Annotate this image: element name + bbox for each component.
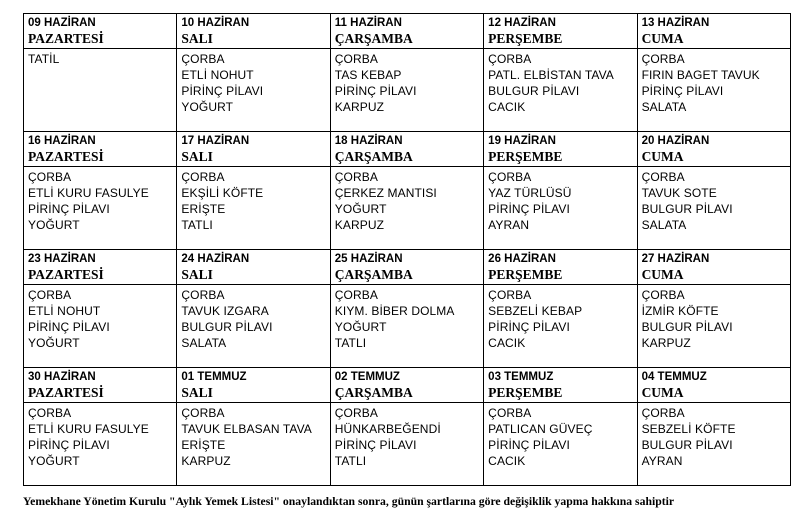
day-header-cell <box>24 368 177 403</box>
menu-item: PİRİNÇ PİLAVI <box>488 320 570 334</box>
menu-item: YOĞURT <box>334 320 387 334</box>
menu-item-list <box>488 169 636 233</box>
meal-menu-table <box>23 13 791 486</box>
day-header-cell <box>177 368 330 403</box>
menu-item: BULGUR PİLAVI <box>641 320 733 334</box>
day-header-cell <box>637 132 790 167</box>
day-header-cell <box>484 132 637 167</box>
day-name: CUMA <box>641 385 684 400</box>
menu-item: BULGUR PİLAVI <box>181 320 273 334</box>
day-date: 01 TEMMUZ <box>181 371 247 383</box>
meal-menu-body <box>24 14 791 486</box>
day-menu-cell <box>24 285 177 368</box>
menu-item: SALATA <box>181 336 227 350</box>
day-header-cell <box>177 250 330 285</box>
day-date: 26 HAZİRAN <box>488 253 556 265</box>
day-header-cell <box>484 14 637 49</box>
day-name: CUMA <box>641 149 684 164</box>
day-menu-cell <box>484 49 637 132</box>
footer-note: Yemekhane Yönetim Kurulu "Aylık Yemek Listesi" onaylandıktan sonra, günün şartlarına göre değişiklik yapma hakkına sahiptir <box>23 495 675 508</box>
day-date: 16 HAZİRAN <box>28 135 96 147</box>
day-name: SALI <box>181 31 213 46</box>
day-menu-cell <box>24 49 177 132</box>
day-name: SALI <box>181 385 213 400</box>
day-menu-cell <box>177 403 330 486</box>
menu-item: PİRİNÇ PİLAVI <box>28 320 110 334</box>
day-date: 12 HAZİRAN <box>488 17 556 29</box>
day-name: PAZARTESİ <box>28 267 104 282</box>
day-name: ÇARŞAMBA <box>334 149 413 164</box>
menu-item-list <box>28 51 176 67</box>
menu-item: ÇORBA <box>334 406 378 420</box>
day-menu-cell <box>24 167 177 250</box>
week-meal-row <box>24 167 791 250</box>
menu-item: PİRİNÇ PİLAVI <box>488 202 570 216</box>
menu-item: BULGUR PİLAVI <box>641 202 733 216</box>
menu-item-list <box>642 287 790 351</box>
menu-item: ERİŞTE <box>181 438 226 452</box>
day-date: 23 HAZİRAN <box>28 253 96 265</box>
menu-item: KIYM. BİBER DOLMA <box>334 304 455 318</box>
menu-item: ÇORBA <box>181 288 225 302</box>
day-name: ÇARŞAMBA <box>334 267 413 282</box>
menu-item-list <box>488 51 636 115</box>
menu-item: ÇORBA <box>641 288 685 302</box>
menu-item: KARPUZ <box>181 454 231 468</box>
menu-item: AYRAN <box>488 218 530 232</box>
menu-item: ÇORBA <box>641 52 685 66</box>
menu-item: ÇORBA <box>334 52 378 66</box>
menu-item: PİRİNÇ PİLAVI <box>28 438 110 452</box>
day-name: PAZARTESİ <box>28 149 104 164</box>
menu-item: CACIK <box>488 454 526 468</box>
day-date: 24 HAZİRAN <box>181 253 250 265</box>
menu-item: PİRİNÇ PİLAVI <box>334 438 417 452</box>
menu-item: KARPUZ <box>334 100 385 114</box>
day-header-cell <box>177 14 330 49</box>
menu-item: TAS KEBAP <box>334 68 402 82</box>
menu-item: CACIK <box>488 100 526 114</box>
menu-item: İZMİR KÖFTE <box>641 304 719 318</box>
day-date: 18 HAZİRAN <box>334 135 403 147</box>
day-menu-cell <box>330 403 483 486</box>
menu-item-list <box>335 51 483 115</box>
menu-item: SEBZELİ KEBAP <box>488 304 583 318</box>
day-date: 20 HAZİRAN <box>641 135 710 147</box>
day-header-cell <box>24 132 177 167</box>
menu-item: PİRİNÇ PİLAVI <box>28 202 110 216</box>
menu-item: ETLİ NOHUT <box>28 304 101 318</box>
menu-item: ETLİ KURU FASULYE <box>28 422 149 436</box>
day-name: SALI <box>181 267 213 282</box>
menu-item: YOĞURT <box>28 336 80 350</box>
day-menu-cell <box>24 403 177 486</box>
day-menu-cell <box>484 403 637 486</box>
menu-item: YOĞURT <box>334 202 387 216</box>
menu-item: PİRİNÇ PİLAVI <box>181 84 264 98</box>
menu-item: YOĞURT <box>28 218 80 232</box>
day-header-cell <box>637 368 790 403</box>
day-name: CUMA <box>641 31 684 46</box>
menu-item: ÇORBA <box>181 52 225 66</box>
menu-item: ÇORBA <box>28 406 72 420</box>
day-date: 11 HAZİRAN <box>334 17 402 29</box>
day-menu-cell <box>637 403 790 486</box>
day-name: PAZARTESİ <box>28 385 104 400</box>
menu-item: SALATA <box>641 218 687 232</box>
menu-item: TAVUK SOTE <box>641 186 717 200</box>
menu-item: TAVUK IZGARA <box>181 304 269 318</box>
menu-item: TATLI <box>334 454 367 468</box>
menu-item: ÇORBA <box>488 52 532 66</box>
day-header-cell <box>330 250 483 285</box>
day-name: SALI <box>181 149 213 164</box>
menu-item: ÇERKEZ MANTISI <box>334 186 437 200</box>
menu-item: TATLI <box>334 336 367 350</box>
menu-item: BULGUR PİLAVI <box>488 84 580 98</box>
menu-item: AYRAN <box>641 454 683 468</box>
menu-item: FIRIN BAGET TAVUK <box>641 68 760 82</box>
day-date: 27 HAZİRAN <box>641 253 710 265</box>
menu-item-list <box>28 405 176 469</box>
menu-item: PATLICAN GÜVEÇ <box>488 422 593 436</box>
day-header-cell <box>484 368 637 403</box>
menu-item: ÇORBA <box>28 170 72 184</box>
menu-item: KARPUZ <box>641 336 691 350</box>
menu-item: ÇORBA <box>334 288 378 302</box>
day-menu-cell <box>637 167 790 250</box>
day-menu-cell <box>637 285 790 368</box>
day-name: ÇARŞAMBA <box>334 385 413 400</box>
menu-item: ÇORBA <box>181 170 225 184</box>
day-date: 19 HAZİRAN <box>488 135 556 147</box>
day-header-cell <box>330 14 483 49</box>
day-date: 25 HAZİRAN <box>334 253 403 265</box>
menu-item: EKŞİLİ KÖFTE <box>181 186 264 200</box>
week-date-row <box>24 14 791 49</box>
menu-item: ÇORBA <box>181 406 225 420</box>
menu-item: BULGUR PİLAVI <box>641 438 733 452</box>
menu-item-list <box>28 169 176 233</box>
week-meal-row <box>24 403 791 486</box>
menu-item: ÇORBA <box>334 170 378 184</box>
week-meal-row <box>24 49 791 132</box>
menu-item: ÇORBA <box>641 406 685 420</box>
menu-item: PATL. ELBİSTAN TAVA <box>488 68 614 82</box>
day-menu-cell <box>177 285 330 368</box>
week-date-row <box>24 250 791 285</box>
menu-item: ÇORBA <box>28 288 72 302</box>
day-date: 03 TEMMUZ <box>488 371 554 383</box>
day-name: PERŞEMBE <box>488 385 563 400</box>
menu-item: YOĞURT <box>28 454 80 468</box>
menu-item-list <box>335 405 483 469</box>
menu-item-list <box>642 405 790 469</box>
menu-item: ERİŞTE <box>181 202 226 216</box>
menu-item-list <box>28 287 176 351</box>
menu-item: KARPUZ <box>334 218 385 232</box>
week-date-row <box>24 368 791 403</box>
menu-item-list <box>488 287 636 351</box>
day-menu-cell <box>484 285 637 368</box>
day-date: 13 HAZİRAN <box>641 17 710 29</box>
day-date: 17 HAZİRAN <box>181 135 250 147</box>
day-menu-cell <box>330 49 483 132</box>
menu-item-list <box>335 169 483 233</box>
menu-item: TATİL <box>28 52 60 66</box>
day-menu-cell <box>330 167 483 250</box>
day-name: PERŞEMBE <box>488 31 563 46</box>
menu-item: SALATA <box>641 100 687 114</box>
day-date: 02 TEMMUZ <box>334 371 400 383</box>
menu-item: ÇORBA <box>488 406 532 420</box>
menu-item: PİRİNÇ PİLAVI <box>641 84 724 98</box>
day-date: 04 TEMMUZ <box>641 371 707 383</box>
menu-item: ETLİ KURU FASULYE <box>28 186 149 200</box>
menu-item: CACIK <box>488 336 526 350</box>
menu-item-list <box>642 169 790 233</box>
day-menu-cell <box>177 49 330 132</box>
menu-item-list <box>181 51 329 115</box>
menu-item-list <box>335 287 483 351</box>
day-header-cell <box>637 250 790 285</box>
menu-item: TATLI <box>181 218 213 232</box>
day-header-cell <box>24 250 177 285</box>
menu-item: ÇORBA <box>488 288 532 302</box>
menu-item-list <box>181 405 329 469</box>
menu-item: ETLİ NOHUT <box>181 68 254 82</box>
menu-item-list <box>488 405 636 469</box>
week-date-row <box>24 132 791 167</box>
day-name: ÇARŞAMBA <box>334 31 413 46</box>
day-header-cell <box>330 132 483 167</box>
day-header-cell <box>24 14 177 49</box>
week-meal-row <box>24 285 791 368</box>
day-header-cell <box>330 368 483 403</box>
day-header-cell <box>637 14 790 49</box>
day-name: CUMA <box>641 267 684 282</box>
day-menu-cell <box>637 49 790 132</box>
day-date: 30 HAZİRAN <box>28 371 96 383</box>
menu-item-list <box>181 169 329 233</box>
day-name: PERŞEMBE <box>488 149 563 164</box>
menu-item: YOĞURT <box>181 100 234 114</box>
day-name: PAZARTESİ <box>28 31 104 46</box>
day-header-cell <box>177 132 330 167</box>
day-name: PERŞEMBE <box>488 267 563 282</box>
menu-item: SEBZELİ KÖFTE <box>641 422 736 436</box>
day-date: 09 HAZİRAN <box>28 17 96 29</box>
menu-item-list <box>181 287 329 351</box>
day-menu-cell <box>484 167 637 250</box>
menu-item: ÇORBA <box>488 170 532 184</box>
day-date: 10 HAZİRAN <box>181 17 250 29</box>
menu-item: PİRİNÇ PİLAVI <box>334 84 417 98</box>
menu-item: TAVUK ELBASAN TAVA <box>181 422 312 436</box>
menu-item: HÜNKARBEĞENDİ <box>334 422 441 436</box>
day-header-cell <box>484 250 637 285</box>
menu-item: PİRİNÇ PİLAVI <box>488 438 570 452</box>
menu-item-list <box>642 51 790 115</box>
day-menu-cell <box>330 285 483 368</box>
day-menu-cell <box>177 167 330 250</box>
menu-item: ÇORBA <box>641 170 685 184</box>
menu-item: YAZ TÜRLÜSÜ <box>488 186 572 200</box>
